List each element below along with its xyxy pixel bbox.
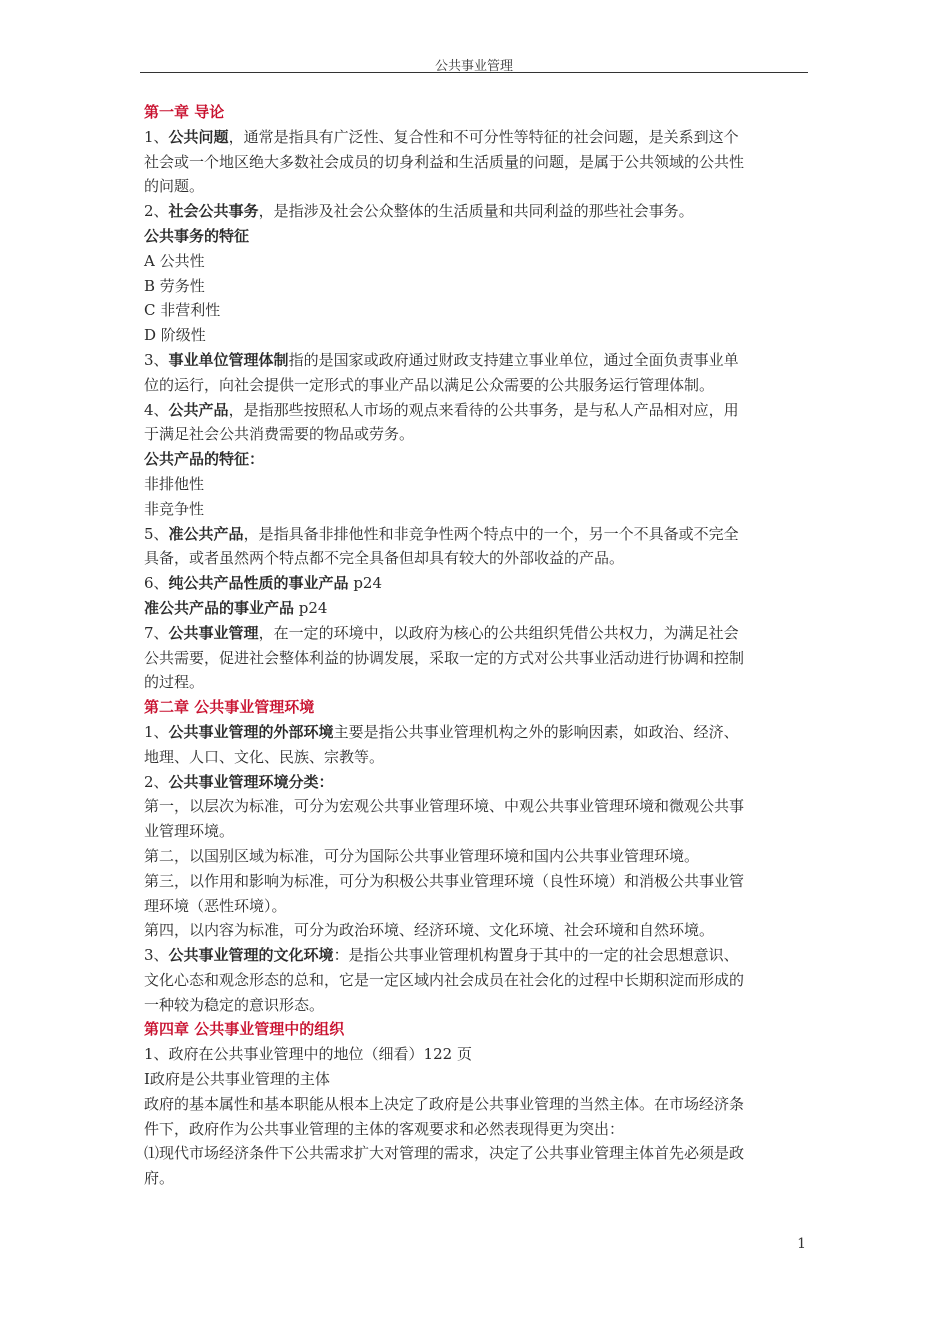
text-segment: ⑴现代市场经济条件下公共需求扩大对管理的需求，决定了公共事业管理主体首先必须是政 [144,1144,745,1163]
text-line [144,670,812,695]
chapter-heading: 第一章 导论 [144,103,225,121]
text-segment: 5、 [144,524,169,543]
header-rule [140,72,808,73]
text-line [144,546,812,571]
text-segment: 第四，以内容为标准，可分为政治环境、经济环境、文化环境、社会环境和自然环境。 [144,921,715,940]
text-segment: 2、 [144,772,169,791]
text-segment: 3、 [144,350,169,369]
text-segment: B 劳务性 [144,276,205,295]
text-line [144,621,812,646]
chapter-heading: 第二章 公共事业管理环境 [144,698,315,717]
text-line [144,968,812,993]
text-segment: 的问题。 [144,177,205,196]
text-segment: 非排他性 [144,474,205,493]
text-line [144,472,812,497]
text-segment: ，在一定的环境中，以政府为核心的公共组织凭借公共权力，为满足社会 [258,623,739,642]
text-segment: 的过程。 [144,673,205,692]
text-line [144,224,812,249]
text-segment: 主要是指公共事业管理机构之外的影响因素，如政治、经济、 [333,722,739,741]
text-line [144,274,812,299]
text-line [144,249,812,274]
text-segment: A 公共性 [144,251,205,270]
text-line [144,100,812,125]
text-segment: p24 [294,598,328,617]
text-line [144,596,812,621]
term: 公共事业管理的外部环境 [168,722,334,741]
text-line [144,522,812,547]
text-line [144,1117,812,1142]
text-segment: 理环境（恶性环境）。 [144,896,287,915]
text-line [144,497,812,522]
text-segment: 位的运行，向社会提供一定形式的事业产品以满足公众需要的公共服务运行管理体制。 [144,375,715,394]
text-segment: 第二，以国别区域为标准，可分为国际公共事业管理环境和国内公共事业管理环境。 [144,846,700,865]
text-segment: 业管理环境。 [144,822,235,841]
text-segment: D 阶级性 [144,326,206,345]
running-header: 公共事业管理 [434,59,513,74]
text-line [144,1067,812,1092]
text-segment: 1、政府在公共事业管理中的地位（细看）122 页 [144,1045,472,1064]
text-segment: p24 [348,574,383,593]
text-segment: 7、 [144,623,169,642]
text-line [144,745,812,770]
chapter-heading: 第四章 公共事业管理中的组织 [144,1020,345,1039]
term: 公共问题 [168,127,229,146]
term: 公共事业管理的文化环境 [168,946,334,965]
text-line [144,819,812,844]
text-line [144,298,812,323]
text-line [144,348,812,373]
text-line [144,174,812,199]
text-segment: 第一，以层次为标准，可分为宏观公共事业管理环境、中观公共事业管理环境和微观公共事 [144,797,745,816]
text-line [144,794,812,819]
text-segment: C 非营利性 [144,301,221,320]
text-segment: 第三，以作用和影响为标准，可分为积极公共事业管理环境（良性环境）和消极公共事业管 [144,871,745,890]
text-segment: 具备，或者虽然两个特点都不完全具备但却具有较大的外部收益的产品。 [144,549,625,568]
text-line [144,695,812,720]
text-segment: 公共需要，促进社会整体利益的协调发展，采取一定的方式对公共事业活动进行协调和控制 [144,648,745,667]
text-segment: 件下，政府作为公共事业管理的主体的客观要求和必然表现得更为突出： [144,1119,625,1138]
term: 公共产品 [168,400,229,419]
text-segment: 于满足社会公共消费需要的物品或劳务。 [144,425,415,444]
text-segment: 政府的基本属性和基本职能从根本上决定了政府是公共事业管理的当然主体。在市场经济条 [144,1094,745,1113]
text-line [144,844,812,869]
text-segment: ，是指那些按照私人市场的观点来看待的公共事务，是与私人产品相对应，用 [228,400,739,419]
text-line [144,1141,812,1166]
text-segment: 4、 [144,400,169,419]
text-segment: 府。 [144,1169,175,1188]
text-segment: 文化心态和观念形态的总和，它是一定区域内社会成员在社会化的过程中长期积淀而形成的 [144,970,745,989]
text-line [144,1092,812,1117]
term: 事业单位管理体制 [168,350,289,369]
text-segment: ：是指公共事业管理机构置身于其中的一定的社会思想意识、 [333,946,739,965]
text-line [144,770,812,795]
term: 公共产品的特征： [144,450,265,469]
page-number: 1 [797,1236,806,1252]
text-line [144,918,812,943]
text-segment: 地理、人口、文化、民族、宗教等。 [144,747,385,766]
term: 公共事业管理 [168,623,259,642]
text-line [144,398,812,423]
text-line [144,1166,812,1191]
text-line [144,125,812,150]
text-line [144,1017,812,1042]
text-segment: 2、 [144,202,169,221]
term: 纯公共产品性质的事业产品 [168,574,349,593]
text-line [144,894,812,919]
text-line [144,869,812,894]
text-segment: ，通常是指具有广泛性、复合性和不可分性等特征的社会问题，是关系到这个 [228,127,739,146]
term: 公共事务的特征 [144,226,250,245]
text-segment: 非竞争性 [144,499,205,518]
text-segment: 1、 [144,722,169,741]
term: 社会公共事务 [168,202,259,221]
text-line [144,373,812,398]
text-line [144,646,812,671]
term: 准公共产品 [168,524,244,543]
text-line [144,199,812,224]
term: 公共事业管理环境分类： [168,772,334,791]
term: 准公共产品的事业产品 [144,598,295,617]
text-segment: ，是指涉及社会公众整体的生活质量和共同利益的那些社会事务。 [258,202,694,221]
text-line [144,571,812,596]
document-body [144,100,812,1191]
text-segment: 6、 [144,574,169,593]
text-line [144,323,812,348]
text-segment: 1、 [144,127,169,146]
text-line [144,720,812,745]
text-line [144,1042,812,1067]
text-line [144,150,812,175]
text-segment: 3、 [144,946,169,965]
text-line [144,422,812,447]
text-segment: 社会或一个地区绝大多数社会成员的切身利益和生活质量的问题，是属于公共领域的公共性 [144,152,745,171]
text-line [144,943,812,968]
text-segment: Ⅰ政府是公共事业管理的主体 [144,1070,330,1089]
text-segment: ，是指具备非排他性和非竞争性两个特点中的一个，另一个不具备或不完全 [243,524,739,543]
text-line [144,447,812,472]
text-segment: 一种较为稳定的意识形态。 [144,995,325,1014]
text-line [144,993,812,1018]
text-segment: 指的是国家或政府通过财政支持建立事业单位，通过全面负责事业单 [288,350,739,369]
